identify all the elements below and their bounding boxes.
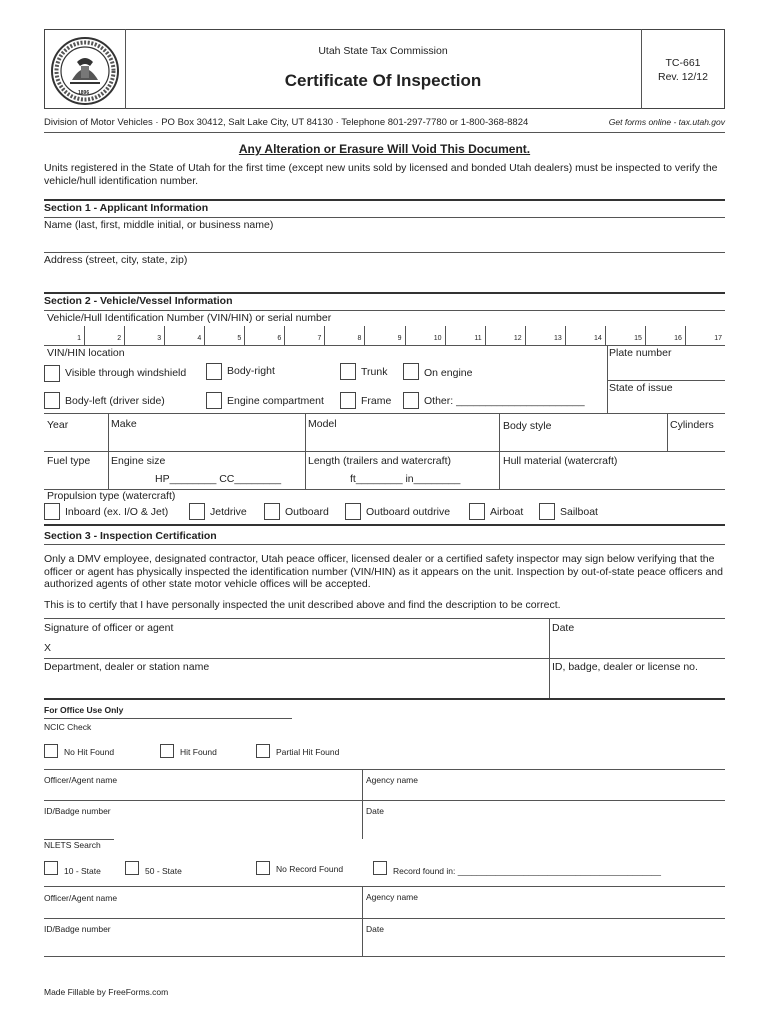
signature-date-field[interactable] bbox=[552, 638, 726, 656]
form-number: TC-661 bbox=[665, 57, 701, 69]
body-style-label: Body style bbox=[503, 420, 552, 432]
inboard-label: Inboard (ex. I/O & Jet) bbox=[65, 506, 169, 518]
body-left-checkbox[interactable] bbox=[44, 392, 60, 409]
airboat-checkbox[interactable] bbox=[469, 503, 485, 520]
year-label: Year bbox=[47, 419, 69, 431]
vin-digit-number: 11 bbox=[474, 335, 482, 342]
outboard-checkbox[interactable] bbox=[264, 503, 280, 520]
make-label: Make bbox=[111, 418, 137, 430]
propulsion-label: Propulsion type (watercraft) bbox=[47, 490, 176, 502]
vin-digit-box[interactable] bbox=[204, 326, 244, 345]
certify-statement: This is to certify that I have personally inspected the unit described above and find the description to be correct. bbox=[44, 599, 561, 611]
forms-online-link[interactable]: Get forms online - tax.utah.gov bbox=[608, 117, 725, 127]
fifty-state-checkbox[interactable] bbox=[125, 861, 139, 875]
vin-digit-number: 15 bbox=[634, 335, 642, 342]
hull-material-label: Hull material (watercraft) bbox=[503, 455, 618, 467]
no-record-found-label: No Record Found bbox=[276, 864, 344, 874]
vin-digit-number: 5 bbox=[237, 335, 242, 342]
vin-digit-box[interactable] bbox=[364, 326, 404, 345]
address-line: Division of Motor Vehicles · PO Box 30412, Salt Lake City, UT 84130 · Telephone 801-297-7780 or 1-800-368-8824 bbox=[44, 117, 529, 128]
nlets-date-label: Date bbox=[366, 924, 384, 934]
section1-heading: Section 1 - Applicant Information bbox=[44, 202, 209, 214]
fifty-state-label: 50 - State bbox=[145, 866, 182, 876]
agency-name: Utah State Tax Commission bbox=[318, 45, 448, 57]
vin-digit-number: 7 bbox=[317, 335, 322, 342]
visible-windshield-label: Visible through windshield bbox=[65, 367, 187, 379]
department-field[interactable] bbox=[44, 677, 548, 695]
trunk-checkbox[interactable] bbox=[340, 363, 356, 380]
vin-digit-box[interactable] bbox=[324, 326, 364, 345]
id-badge-label: ID, badge, dealer or license no. bbox=[552, 661, 698, 673]
vin-digit-number: 4 bbox=[197, 335, 202, 342]
on-engine-label: On engine bbox=[424, 367, 473, 379]
vin-digit-number: 2 bbox=[117, 335, 122, 342]
ten-state-checkbox[interactable] bbox=[44, 861, 58, 875]
body-right-checkbox[interactable] bbox=[206, 363, 222, 380]
seal-year: 1896 bbox=[78, 90, 90, 96]
ten-state-label: 10 - State bbox=[64, 866, 101, 876]
body-right-label: Body-right bbox=[227, 365, 275, 377]
vin-digit-box[interactable] bbox=[525, 326, 565, 345]
vin-digit-box[interactable] bbox=[565, 326, 605, 345]
length-label: Length (trailers and watercraft) bbox=[308, 455, 451, 467]
vin-digit-box[interactable] bbox=[485, 326, 525, 345]
vin-digit-box[interactable] bbox=[605, 326, 645, 345]
badge-number-label-2: ID/Badge number bbox=[44, 924, 111, 934]
outboard-outdrive-checkbox[interactable] bbox=[345, 503, 361, 520]
vin-digit-box[interactable] bbox=[244, 326, 284, 345]
signature-date-label: Date bbox=[552, 622, 575, 634]
jetdrive-label: Jetdrive bbox=[210, 506, 247, 518]
jetdrive-checkbox[interactable] bbox=[189, 503, 205, 520]
sailboat-checkbox[interactable] bbox=[539, 503, 555, 520]
page-title: Certificate Of Inspection bbox=[284, 71, 482, 90]
void-warning: Any Alteration or Erasure Will Void This Document. bbox=[238, 142, 531, 156]
vin-digit-number: 10 bbox=[433, 335, 442, 342]
address-label: Address (street, city, state, zip) bbox=[44, 254, 188, 266]
signature-label: Signature of officer or agent bbox=[44, 622, 174, 634]
vin-digit-box[interactable] bbox=[405, 326, 445, 345]
vin-digit-box[interactable] bbox=[84, 326, 124, 345]
body-left-label: Body-left (driver side) bbox=[65, 395, 165, 407]
agency-name-label-2: Agency name bbox=[366, 892, 418, 902]
footer-credit: Made Fillable by FreeForms.com bbox=[44, 987, 169, 997]
no-hit-found-checkbox[interactable] bbox=[44, 744, 58, 758]
vin-digit-box[interactable] bbox=[124, 326, 164, 345]
officer-name-label: Officer/Agent name bbox=[44, 775, 118, 785]
officer-name-label-2: Officer/Agent name bbox=[44, 893, 118, 903]
on-engine-checkbox[interactable] bbox=[403, 363, 419, 380]
hit-found-checkbox[interactable] bbox=[160, 744, 174, 758]
vin-digit-number: 1 bbox=[77, 335, 82, 342]
engine-compartment-checkbox[interactable] bbox=[206, 392, 222, 409]
trunk-label: Trunk bbox=[361, 366, 388, 378]
sailboat-label: Sailboat bbox=[560, 506, 598, 518]
engine-compartment-label: Engine compartment bbox=[227, 395, 324, 407]
record-found-checkbox[interactable] bbox=[373, 861, 387, 875]
partial-hit-found-checkbox[interactable] bbox=[256, 744, 270, 758]
vin-digit-number: 9 bbox=[397, 335, 402, 342]
ft-in-field[interactable]: ft________ in________ bbox=[350, 473, 461, 485]
frame-checkbox[interactable] bbox=[340, 392, 356, 409]
vin-digit-number: 8 bbox=[357, 335, 362, 342]
vin-digit-box[interactable] bbox=[445, 326, 485, 345]
address-field[interactable] bbox=[44, 268, 728, 286]
ncic-check-label: NCIC Check bbox=[44, 722, 92, 732]
ncic-date-label: Date bbox=[366, 806, 384, 816]
form-revision: Rev. 12/12 bbox=[657, 71, 708, 83]
signature-field[interactable] bbox=[58, 640, 550, 658]
plate-number-label: Plate number bbox=[609, 347, 672, 359]
engine-size-label: Engine size bbox=[111, 455, 166, 467]
vin-digit-box[interactable] bbox=[685, 326, 725, 345]
cylinders-label: Cylinders bbox=[670, 419, 714, 431]
id-badge-field[interactable] bbox=[552, 677, 726, 695]
vin-digit-box[interactable] bbox=[645, 326, 685, 345]
vin-digit-number: 12 bbox=[513, 335, 522, 342]
model-label: Model bbox=[308, 418, 337, 430]
inboard-checkbox[interactable] bbox=[44, 503, 60, 520]
vin-digit-box[interactable] bbox=[164, 326, 204, 345]
badge-number-label: ID/Badge number bbox=[44, 806, 111, 816]
nlets-search-label: NLETS Search bbox=[44, 840, 101, 850]
outboard-label: Outboard bbox=[285, 506, 329, 518]
airboat-label: Airboat bbox=[490, 506, 524, 518]
section2-heading: Section 2 - Vehicle/Vessel Information bbox=[44, 295, 233, 307]
outboard-outdrive-label: Outboard outdrive bbox=[366, 506, 451, 518]
name-field[interactable] bbox=[44, 234, 728, 252]
other-label: Other: ______________________ bbox=[424, 395, 585, 407]
vin-digit-box[interactable] bbox=[44, 326, 84, 345]
partial-hit-found-label: Partial Hit Found bbox=[276, 747, 340, 757]
vin-digit-boxes bbox=[44, 326, 725, 345]
header-box bbox=[44, 29, 725, 109]
vin-digit-number: 13 bbox=[553, 335, 562, 342]
name-label: Name (last, first, middle initial, or business name) bbox=[44, 219, 274, 231]
state-of-issue-label: State of issue bbox=[609, 382, 673, 394]
state-seal-icon bbox=[50, 36, 120, 111]
hp-cc-field[interactable]: HP________ CC________ bbox=[155, 473, 282, 485]
record-found-label: Record found in: ___________________________________________ bbox=[393, 866, 662, 876]
section3-paragraph: Only a DMV employee, designated contractor, Utah peace officer, licensed dealer or a certified safety inspector may sign below verifying that the officer or agent has physically inspected the identification number (VIN/HIN) as it appears on the unit. Inspection by out-of-state peace officers and authorized agents of other state motor vehicle offices will be accepted. bbox=[44, 553, 723, 590]
vin-digit-number: 16 bbox=[674, 335, 682, 342]
vin-location-label: VIN/HIN location bbox=[47, 347, 125, 359]
agency-name-label: Agency name bbox=[366, 775, 418, 785]
intro-text: Units registered in the State of Utah for the first time (except new units sold by licensed and bonded Utah dealers) must be inspected to verify the vehicle/hull identification number. bbox=[44, 162, 718, 187]
other-checkbox[interactable] bbox=[403, 392, 419, 409]
vin-digit-number: 3 bbox=[157, 335, 162, 342]
frame-label: Frame bbox=[361, 395, 392, 407]
department-label: Department, dealer or station name bbox=[44, 661, 210, 673]
office-use-heading: For Office Use Only bbox=[44, 705, 124, 715]
section3-heading: Section 3 - Inspection Certification bbox=[44, 530, 217, 542]
vin-digit-number: 14 bbox=[594, 335, 602, 342]
vin-digit-box[interactable] bbox=[284, 326, 324, 345]
vin-digit-number: 6 bbox=[277, 335, 282, 342]
vin-digit-number: 17 bbox=[714, 335, 722, 342]
vin-label: Vehicle/Hull Identification Number (VIN/HIN) or serial number bbox=[47, 312, 332, 324]
no-hit-found-label: No Hit Found bbox=[64, 747, 115, 757]
visible-windshield-checkbox[interactable] bbox=[44, 365, 60, 382]
hit-found-label: Hit Found bbox=[180, 747, 217, 757]
signature-x-mark: X bbox=[44, 642, 52, 654]
fuel-type-label: Fuel type bbox=[47, 455, 91, 467]
no-record-found-checkbox[interactable] bbox=[256, 861, 270, 875]
